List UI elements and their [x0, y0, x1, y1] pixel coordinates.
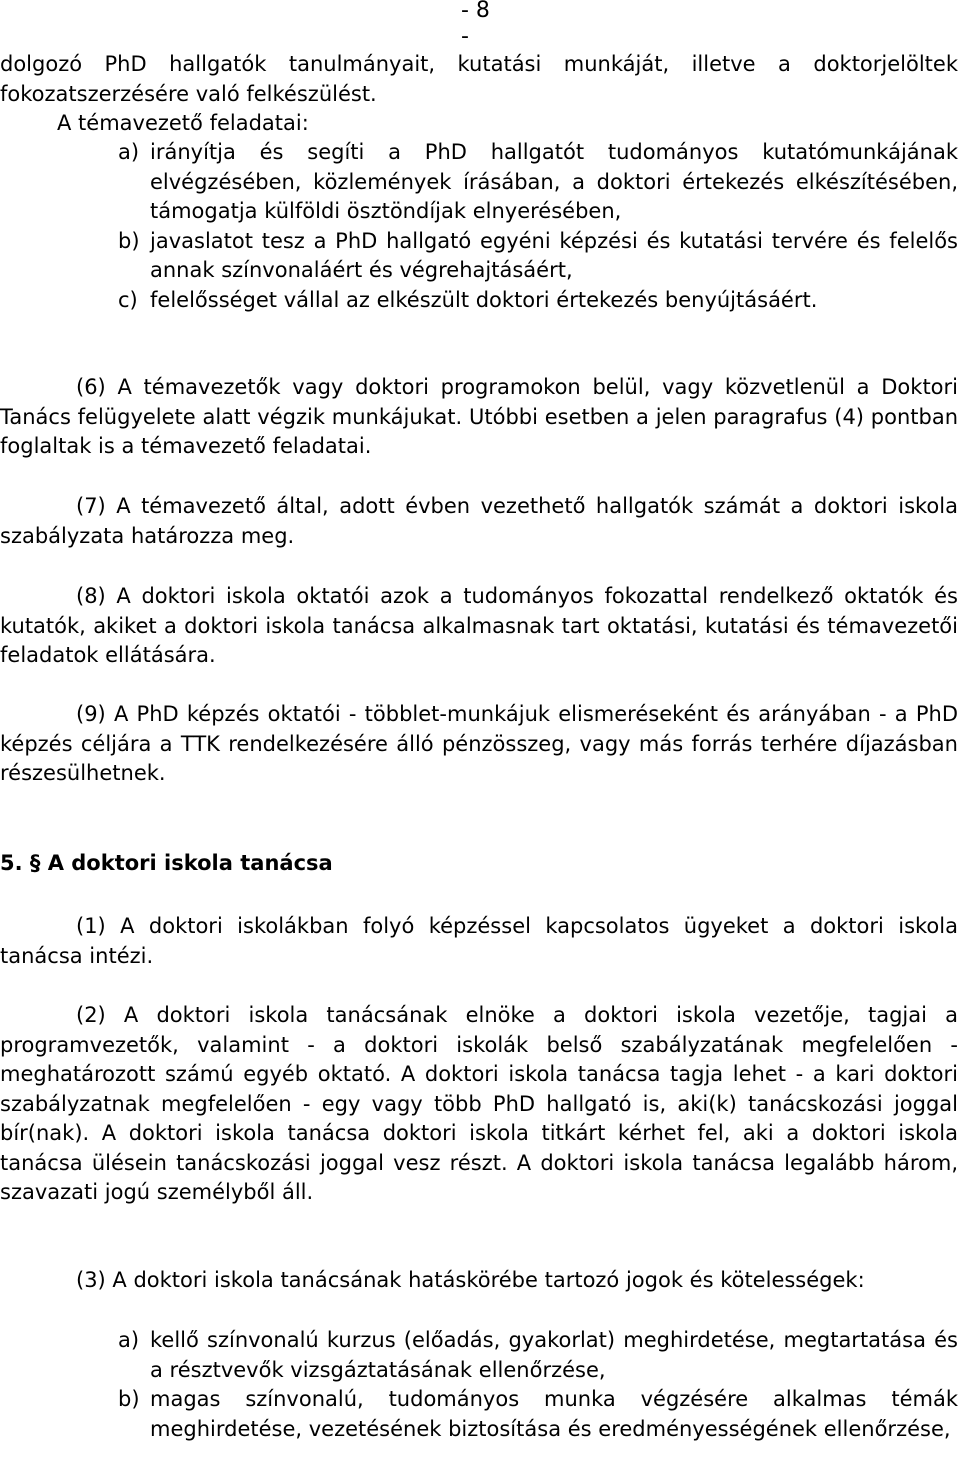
list-item: [118, 1326, 958, 1385]
list-item: [118, 1385, 958, 1444]
paragraph-7: (7) A témavezető által, adott évben vezethető hallgatók számát a doktori iskola szabályzata határozza meg.: [0, 494, 958, 548]
list-item-text: irányítja és segíti a PhD hallgatót tudományos kutatómunkájának elvégzésében, közlemények írásában, a doktori értekezés elkészítésében, támogatja külföldi ösztöndíjak elnyerésében,: [150, 140, 958, 223]
list-item-text: felelősséget vállal az elkészült doktori értekezés benyújtásáért.: [150, 287, 818, 312]
list-item: [118, 286, 958, 316]
list-marker: b): [118, 1387, 140, 1411]
page-number: - 8 -: [461, 0, 490, 49]
list-item-text: kellő színvonalú kurzus (előadás, gyakorlat) meghirdetése, megtartatása és a résztvevők vizsgáztatásának ellenőrzése,: [150, 1328, 958, 1382]
list-item-text: magas színvonalú, tudományos munka végzésére alkalmas témák meghirdetése, vezetésének biztosítása és eredményességének ellenőrzése,: [150, 1387, 958, 1441]
paragraph-5-2: (2) A doktori iskola tanácsának elnöke a doktori iskola vezetője, tagjai a programvezetők, valamint - a doktori iskolák belső szabályzatának megfelelően - meghatározott számú egyéb oktató. A doktori iskola tanácsa tagja lehet - a kari doktori szabályzatnak megfelelően - egy vagy több PhD hallgató is, aki(k) tanácskozási joggal bír(nak). A doktori iskola tanácsa doktori iskola titkárt kérhet fel, aki a doktori iskola tanácsa ülésein tanácskozási joggal vesz részt. A doktori iskola tanácsa legalább három, szavazati jogú személyből áll.: [0, 1003, 958, 1204]
paragraph-5-1: (1) A doktori iskolákban folyó képzéssel kapcsolatos ügyeket a doktori iskola tanácsa intézi.: [0, 914, 958, 968]
list-item: [118, 227, 958, 286]
list-marker: b): [118, 228, 140, 253]
list-marker: a): [118, 1328, 140, 1352]
paragraph-9: (9) A PhD képzés oktatói - többlet-munkájuk elismeréseként és arányában - a PhD képzés céljára a TTK rendelkezésére álló pénzösszeg, vagy más forrás terhére díjazásban részesülhetnek.: [0, 702, 958, 785]
supervisor-tasks-list: [118, 138, 958, 315]
list-item: [118, 138, 958, 227]
supervisor-tasks-title: A témavezető feladatai:: [57, 111, 309, 135]
paragraph-6: (6) A témavezetők vagy doktori programokon belül, vagy közvetlenül a Doktori Tanács felügyelete alatt végzik munkájukat. Utóbbi esetben a jelen paragrafus (4) pontban foglaltak is a témavezető feladatai.: [0, 375, 958, 458]
paragraph-5-3: (3) A doktori iskola tanácsának hatáskörébe tartozó jogok és kötelességek:: [76, 1268, 865, 1292]
list-item-text: javaslatot tesz a PhD hallgató egyéni képzési és kutatási tervére és felelős annak színvonaláért és végrehajtásáért,: [150, 228, 958, 282]
list-marker: a): [118, 140, 140, 164]
intro-paragraph: dolgozó PhD hallgatók tanulmányait, kutatási munkáját, illetve a doktorjelöltek fokozatszerzésére való felkészülést.: [0, 52, 958, 106]
list-marker: c): [118, 287, 138, 312]
section-heading: 5. § A doktori iskola tanácsa: [0, 851, 333, 875]
paragraph-8: (8) A doktori iskola oktatói azok a tudományos fokozattal rendelkező oktatók és kutatók, akiket a doktori iskola tanácsa alkalmasnak tart oktatási, kutatási és témavezetői feladatok ellátására.: [0, 584, 958, 667]
council-duties-list: [118, 1326, 958, 1444]
